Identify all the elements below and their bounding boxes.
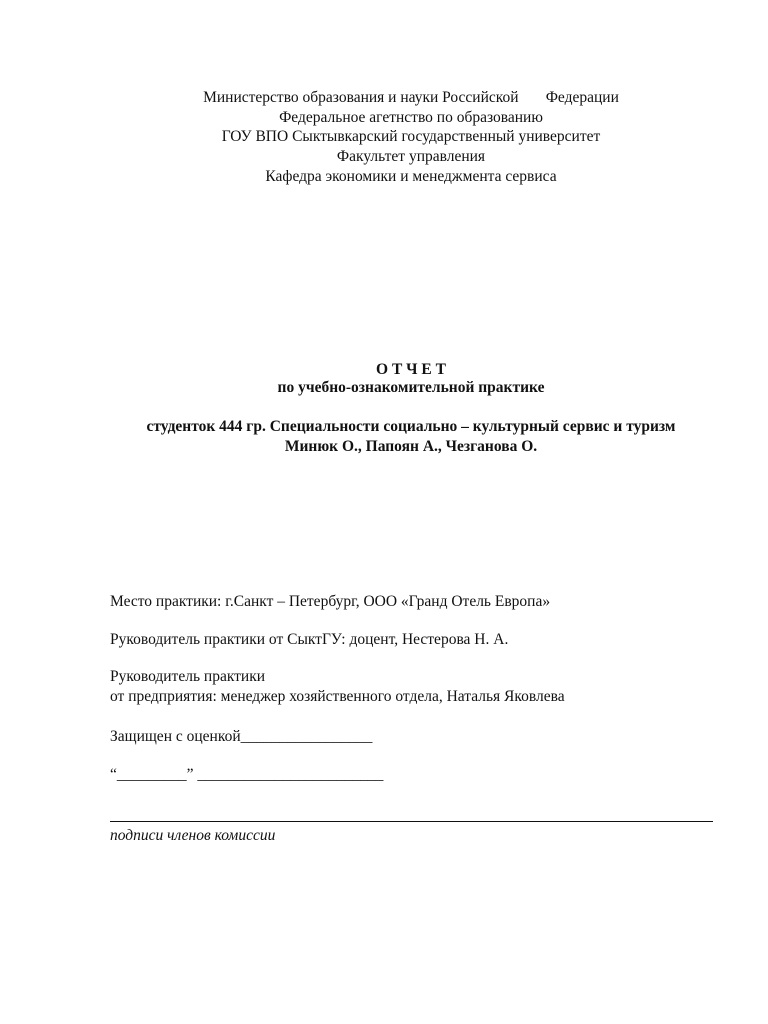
ministry-line: Министерство образования и науки Российской Федерации	[203, 89, 619, 106]
supervisor-company-name: от предприятия: менеджер хозяйственного отдела, Наталья Яковлева	[110, 688, 565, 705]
practice-place: Место практики: г.Санкт – Петербург, ООО «Гранд Отель Европа»	[110, 593, 551, 610]
supervisor-company-label: Руководитель практики	[110, 668, 266, 685]
grade-line: Защищен с оценкой_________________	[110, 728, 373, 745]
agency-line: Федеральное агетнство по образованию	[279, 109, 543, 126]
report-subtitle: по учебно-ознакомительной практике	[277, 379, 545, 396]
date-line: “_________” ________________________	[110, 766, 384, 783]
signatures-caption: подписи членов комиссии	[110, 827, 276, 844]
signature-rule	[110, 821, 713, 822]
department-line: Кафедра экономики и менеджмента сервиса	[265, 168, 557, 185]
student-names: Минюк О., Папоян А., Чезганова О.	[284, 438, 538, 455]
students-line: студенток 444 гр. Специальности социально – культурный сервис и туризм	[146, 418, 676, 435]
report-heading: О Т Ч Е Т	[376, 361, 446, 378]
supervisor-university: Руководитель практики от СыктГУ: доцент, Нестерова Н. А.	[110, 631, 509, 648]
university-line: ГОУ ВПО Сыктывкарский государственный университет	[221, 128, 601, 145]
faculty-line: Факультет управления	[336, 148, 486, 165]
